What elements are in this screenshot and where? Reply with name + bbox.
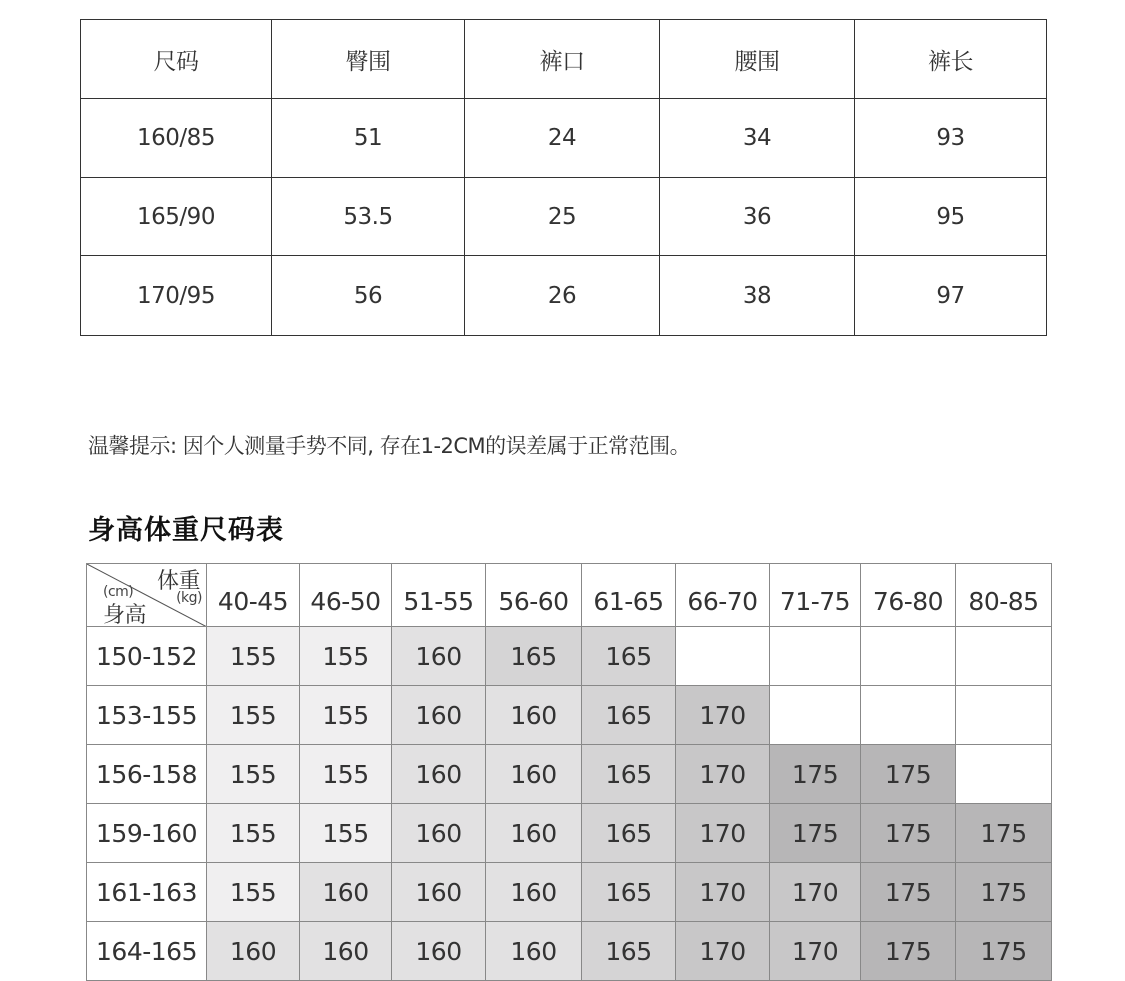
size-cell xyxy=(676,627,770,686)
weight-label: 体重 xyxy=(156,569,200,594)
size-cell: 155 xyxy=(300,627,392,686)
height-weight-table xyxy=(86,563,1052,981)
weight-unit: (kg) xyxy=(176,590,202,606)
size-cell: 155 xyxy=(207,686,300,745)
size-cell: 155 xyxy=(300,804,392,863)
size-cell: 160 xyxy=(392,745,486,804)
weight-range-header: 51-55 xyxy=(392,564,486,627)
size-table-header-row xyxy=(81,20,1047,99)
table-cell: 56 xyxy=(272,256,465,336)
size-cell xyxy=(956,627,1052,686)
size-cell: 160 xyxy=(392,686,486,745)
table-row xyxy=(87,804,1052,863)
table-row xyxy=(87,922,1052,981)
size-cell: 165 xyxy=(582,863,676,922)
hip-header-cell: 臀围 xyxy=(272,20,465,99)
size-cell: 170 xyxy=(676,804,770,863)
height-range-cell: 153-155 xyxy=(87,686,207,745)
size-cell: 165 xyxy=(582,922,676,981)
size-cell: 170 xyxy=(676,922,770,981)
size-cell: 175 xyxy=(861,804,956,863)
table-row xyxy=(87,627,1052,686)
table-cell: 24 xyxy=(465,99,660,178)
size-cell xyxy=(770,686,861,745)
weight-range-header: 40-45 xyxy=(207,564,300,627)
size-cell: 160 xyxy=(486,745,582,804)
height-range-cell: 161-163 xyxy=(87,863,207,922)
size-cell: 160 xyxy=(392,863,486,922)
waist-header-cell: 腰围 xyxy=(660,20,855,99)
leg-opening-header-cell: 裤口 xyxy=(465,20,660,99)
size-cell: 175 xyxy=(956,804,1052,863)
size-cell: 160 xyxy=(300,922,392,981)
size-cell: 160 xyxy=(392,627,486,686)
size-cell: 175 xyxy=(956,863,1052,922)
size-cell: 165 xyxy=(582,745,676,804)
weight-range-header: 61-65 xyxy=(582,564,676,627)
size-cell: 155 xyxy=(207,745,300,804)
size-cell: 160 xyxy=(486,922,582,981)
size-cell: 170 xyxy=(676,745,770,804)
size-cell: 170 xyxy=(770,863,861,922)
weight-range-header: 56-60 xyxy=(486,564,582,627)
size-cell: 160 xyxy=(486,686,582,745)
table-cell: 51 xyxy=(272,99,465,178)
size-cell: 155 xyxy=(300,745,392,804)
section-title: 身高体重尺码表 xyxy=(88,515,284,546)
size-cell: 155 xyxy=(207,804,300,863)
size-cell xyxy=(861,627,956,686)
size-cell: 160 xyxy=(486,863,582,922)
table-row xyxy=(81,99,1047,178)
weight-range-header: 46-50 xyxy=(300,564,392,627)
size-cell: 165 xyxy=(582,627,676,686)
weight-range-header: 66-70 xyxy=(676,564,770,627)
table-cell: 36 xyxy=(660,178,855,256)
size-cell xyxy=(770,627,861,686)
size-cell: 170 xyxy=(676,863,770,922)
height-range-cell: 164-165 xyxy=(87,922,207,981)
size-cell xyxy=(956,745,1052,804)
table-row xyxy=(87,686,1052,745)
size-cell: 165 xyxy=(486,627,582,686)
size-cell: 175 xyxy=(770,745,861,804)
table-row xyxy=(81,178,1047,256)
size-cell: 160 xyxy=(392,804,486,863)
size-cell: 160 xyxy=(300,863,392,922)
table-cell: 160/85 xyxy=(81,99,272,178)
weight-range-header: 71-75 xyxy=(770,564,861,627)
size-cell: 175 xyxy=(861,922,956,981)
table-cell: 38 xyxy=(660,256,855,336)
size-table xyxy=(80,19,1047,336)
size-header-cell: 尺码 xyxy=(81,20,272,99)
table-cell: 25 xyxy=(465,178,660,256)
table-cell: 97 xyxy=(855,256,1047,336)
size-cell: 175 xyxy=(861,745,956,804)
size-cell: 155 xyxy=(300,686,392,745)
weight-range-header: 80-85 xyxy=(956,564,1052,627)
measurement-tip: 温馨提示: 因个人测量手势不同, 存在1-2CM的误差属于正常范围。 xyxy=(88,434,691,458)
table-cell: 34 xyxy=(660,99,855,178)
table-cell: 26 xyxy=(465,256,660,336)
height-range-cell: 156-158 xyxy=(87,745,207,804)
size-cell: 155 xyxy=(207,627,300,686)
table-row xyxy=(81,256,1047,336)
size-cell: 160 xyxy=(486,804,582,863)
size-cell: 175 xyxy=(770,804,861,863)
size-cell: 165 xyxy=(582,686,676,745)
weight-header-row xyxy=(87,564,1052,627)
table-cell: 95 xyxy=(855,178,1047,256)
table-cell: 170/95 xyxy=(81,256,272,336)
size-cell: 175 xyxy=(956,922,1052,981)
table-row xyxy=(87,863,1052,922)
size-cell: 160 xyxy=(207,922,300,981)
height-range-cell: 150-152 xyxy=(87,627,207,686)
corner-header-cell xyxy=(87,564,207,627)
table-cell: 93 xyxy=(855,99,1047,178)
size-cell: 165 xyxy=(582,804,676,863)
size-cell xyxy=(861,686,956,745)
size-cell: 155 xyxy=(207,863,300,922)
table-cell: 53.5 xyxy=(272,178,465,256)
weight-range-header: 76-80 xyxy=(861,564,956,627)
size-cell: 170 xyxy=(676,686,770,745)
size-cell: 170 xyxy=(770,922,861,981)
table-cell: 165/90 xyxy=(81,178,272,256)
length-header-cell: 裤长 xyxy=(855,20,1047,99)
table-row xyxy=(87,745,1052,804)
height-label: 身高 xyxy=(103,603,147,627)
height-unit: (cm) xyxy=(103,584,134,600)
size-cell: 175 xyxy=(861,863,956,922)
height-range-cell: 159-160 xyxy=(87,804,207,863)
height-weight-body xyxy=(87,627,1052,981)
size-cell xyxy=(956,686,1052,745)
size-cell: 160 xyxy=(392,922,486,981)
